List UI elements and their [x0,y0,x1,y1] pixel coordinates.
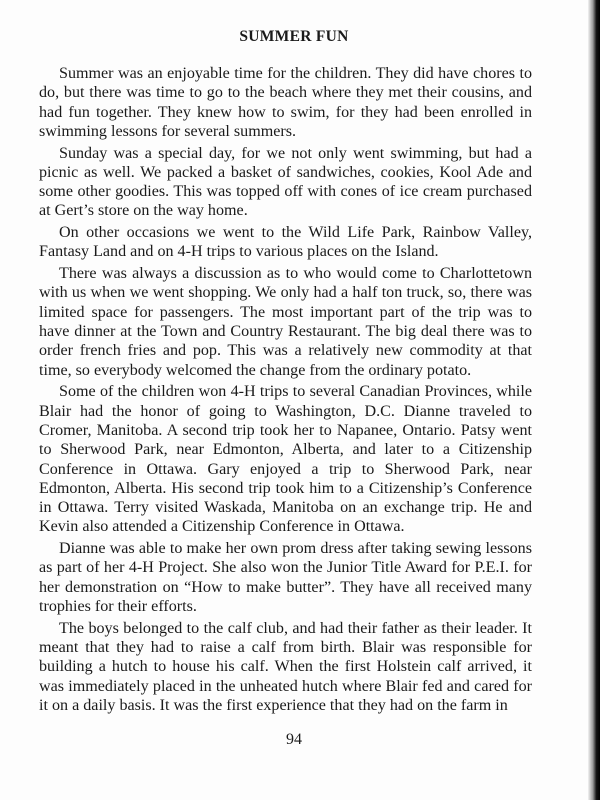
paragraph-4h-trips: Some of the children won 4-H trips to several Canadian Provinces, while Blair had the honor of going to Washington, D.C. Dianne traveled to Cromer, Manitoba. A second trip took her to Napanee, Ontario. Patsy went to Sherwood Park, near Edmonton, Alberta, and later to a Citizenship Conference in Ottawa. Gary enjoyed a trip to Sherwood Park, near Edmonton, Alberta. His second trip took him to a Citizenship’s Conference in Ottawa. Terry visited Waskada, Manitoba on an exchange trip. He and Kevin also attended a Citizenship Conference in Ottawa. [39,383,532,536]
chapter-title: SUMMER FUN [239,28,349,45]
paragraph-charlottetown: There was always a discussion as to who would come to Charlottetown with us when we went shopping. We only had a half ton truck, so, there was limited space for passengers. The most important part of the trip was to have dinner at the Town and Country Restaurant. The big deal there was to order french fries and pop. This was a relatively new commodity at that time, so everybody welcomed the change from the ordinary potato. [39,265,532,379]
paragraph-prom-dress: Dianne was able to make her own prom dress after taking sewing lessons as part of her 4-H Project. She also won the Junior Title Award for P.E.I. for her demonstration on “How to make butter”. They have all received many trophies for their efforts. [39,540,532,615]
paragraph-other-occasions: On other occasions we went to the Wild Life Park, Rainbow Valley, Fantasy Land and on 4-H trips to various places on the Island. [39,224,532,261]
page-binding-edge [588,0,600,800]
body-text [39,64,532,718]
page-number: 94 [286,731,302,748]
paragraph-sunday-picnic: Sunday was a special day, for we not only went swimming, but had a picnic as well. We packed a basket of sandwiches, cookies, Kool Ade and some other goodies. This was topped off with cones of ice cream purchased at Gert’s store on the way home. [39,144,532,220]
paragraph-calf-club: The boys belonged to the calf club, and had their father as their leader. It meant that they had to raise a calf from birth. Blair was responsible for building a hutch to house his calf. When the first Holstein calf arrived, it was immediately placed in the unheated hutch where Blair fed and cared for it on a daily basis. It was the first experience that they had on the farm in [39,619,532,714]
paragraph-swimming: Summer was an enjoyable time for the children. They did have chores to do, but there was time to go to the beach where they met their cousins, and had fun together. They knew how to swim, for they had been enrolled in swimming lessons for several summers. [39,65,532,140]
